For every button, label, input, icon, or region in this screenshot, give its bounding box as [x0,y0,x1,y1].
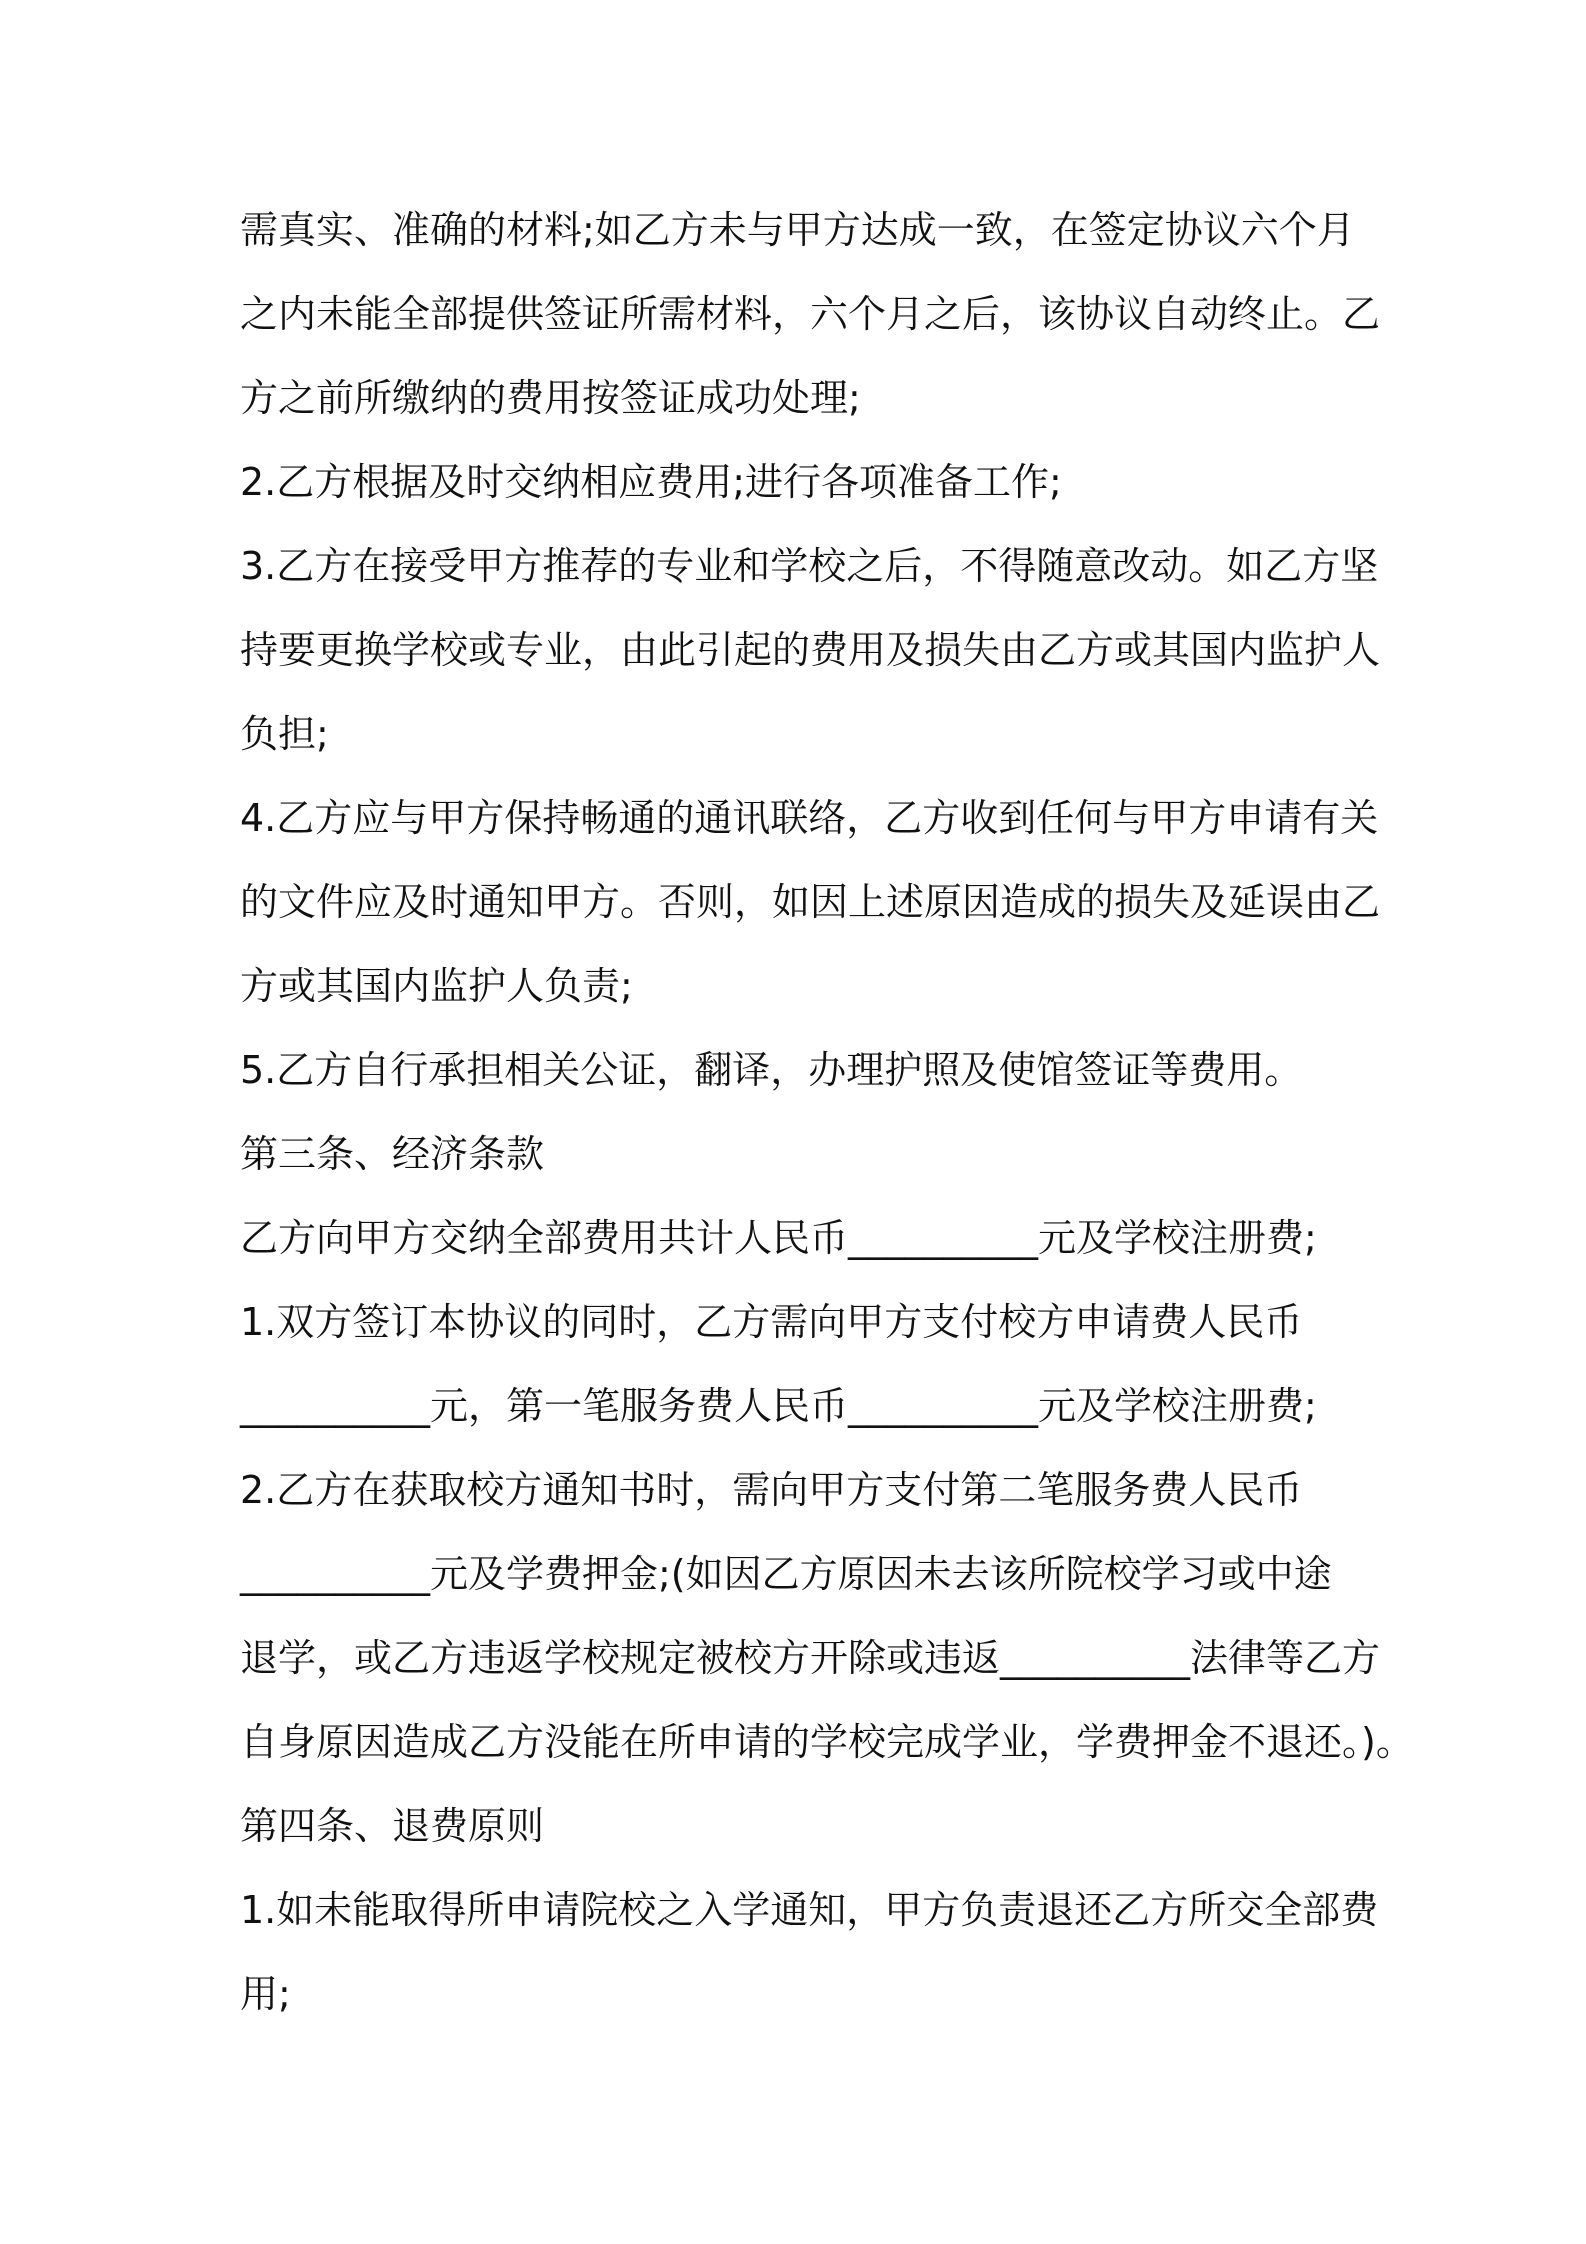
text-line: 3.乙方在接受甲方推荐的专业和学校之后，不得随意改动。如乙方坚 [240,544,1379,588]
text-line: 1.双方签订本协议的同时，乙方需向甲方支付校方申请费人民币 [240,1300,1303,1344]
text-line: 需真实、准确的材料;如乙方未与甲方达成一致，在签定协议六个月 [240,208,1355,252]
text-line: 退学，或乙方违返学校规定被校方开除或违返__________法律等乙方 [240,1636,1381,1680]
text-line: 的文件应及时通知甲方。否则，如因上述原因造成的损失及延误由乙 [240,880,1381,924]
text-line: 之内未能全部提供签证所需材料，六个月之后，该协议自动终止。乙 [240,292,1381,336]
text-line: 2.乙方根据及时交纳相应费用;进行各项准备工作; [240,460,1062,504]
text-line: 负担; [240,712,329,756]
text-line: 5.乙方自行承担相关公证，翻译，办理护照及使馆签证等费用。 [240,1048,1303,1092]
text-line: 方或其国内监护人负责; [240,964,633,1008]
text-line: 自身原因造成乙方没能在所申请的学校完成学业，学费押金不退还。)。 [240,1720,1414,1764]
section-heading: 第三条、经济条款 [240,1132,545,1176]
text-line: 1.如未能取得所申请院校之入学通知，甲方负责退还乙方所交全部费 [240,1888,1379,1932]
text-line: __________元及学费押金;(如因乙方原因未去该所院校学习或中途 [240,1552,1332,1596]
text-line: 方之前所缴纳的费用按签证成功处理; [240,376,861,420]
text-line: __________元，第一笔服务费人民币__________元及学校注册费; [240,1384,1317,1428]
text-line: 4.乙方应与甲方保持畅通的通讯联络，乙方收到任何与甲方申请有关 [240,796,1379,840]
section-heading: 第四条、退费原则 [240,1804,545,1848]
text-line: 乙方向甲方交纳全部费用共计人民币__________元及学校注册费; [240,1216,1317,1260]
text-line: 用; [240,1972,291,2016]
text-line: 2.乙方在获取校方通知书时，需向甲方支付第二笔服务费人民币 [240,1468,1303,1512]
text-line: 持要更换学校或专业，由此引起的费用及损失由乙方或其国内监护人 [240,628,1381,672]
